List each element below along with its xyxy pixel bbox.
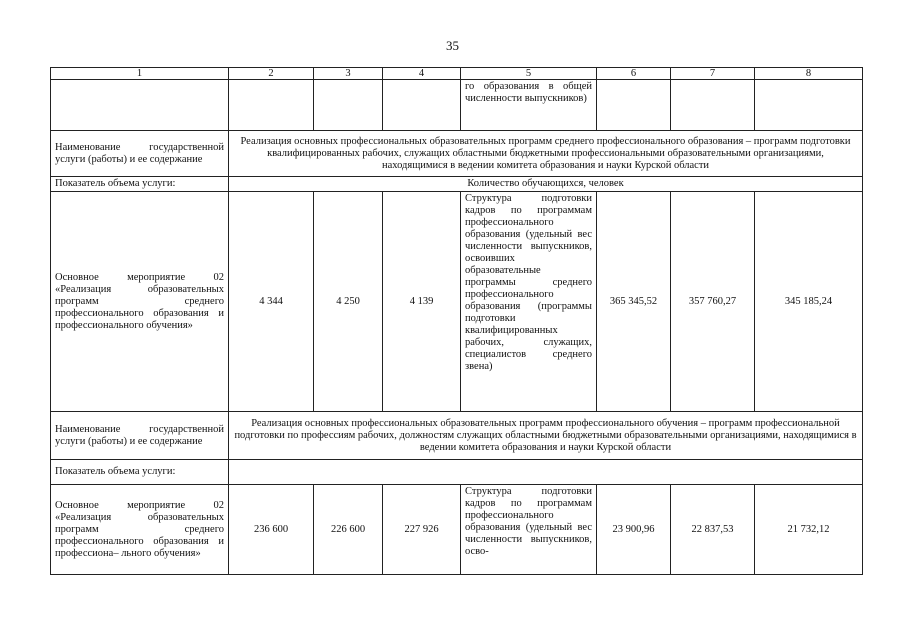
column-header-3: 3: [314, 68, 383, 80]
service-1-measure-row: [51, 192, 863, 412]
service-1-volume-value: Количество обучающихся, человек: [229, 177, 863, 192]
column-header-2: 2: [229, 68, 314, 80]
service-2-value-col6: 23 900,96: [597, 485, 671, 575]
column-header-6: 6: [597, 68, 671, 80]
service-2-value-col2: 236 600: [229, 485, 314, 575]
service-2-volume-label: Показатель объема услуги:: [51, 460, 229, 485]
column-header-5: 5: [461, 68, 597, 80]
service-2-volume-row: [51, 460, 863, 485]
service-1-volume-row: [51, 177, 863, 192]
service-1-name-row: [51, 131, 863, 177]
service-1-measure-label: Основное мероприятие 02 «Реализация образовательных программ среднего профессионального образования и профессионального обучения»: [51, 192, 229, 412]
column-header-4: 4: [383, 68, 461, 80]
state-assignment-table: [50, 67, 863, 575]
cell-empty: [597, 80, 671, 131]
service-2-value-col3: 226 600: [314, 485, 383, 575]
cell-empty: [314, 80, 383, 131]
service-1-indicator-text: Структура подготовки кадров по программам профессионального образования (удельный вес численности выпускников, освоивших образовательные программы среднего профессионального образования (программы подготовки квалифицированных рабочих, служащих, специалистов среднего звена): [461, 192, 597, 412]
page-number: 35: [446, 38, 459, 53]
service-1-value-col4: 4 139: [383, 192, 461, 412]
cell-empty: [671, 80, 755, 131]
cell-empty: [229, 80, 314, 131]
service-1-value-col3: 4 250: [314, 192, 383, 412]
service-2-value-col4: 227 926: [383, 485, 461, 575]
continuation-indicator-text: го образования в общей численности выпускников): [461, 80, 597, 131]
service-2-value-col8: 21 732,12: [755, 485, 863, 575]
cell-empty: [51, 80, 229, 131]
service-2-value-col7: 22 837,53: [671, 485, 755, 575]
service-2-name-row: [51, 412, 863, 460]
column-header-1: 1: [51, 68, 229, 80]
service-1-value-col6: 365 345,52: [597, 192, 671, 412]
continuation-row: [51, 80, 863, 131]
service-2-name-value: Реализация основных профессиональных образовательных программ профессионального обучения – программ профессиональной подготовки по профессиям рабочих, должностям служащих областными бюджетными образовательными организациями, находящимися в ведении комитета образования и науки Курской области: [229, 412, 863, 460]
service-2-indicator-text: Структура подготовки кадров по программам профессионального образования (удельный вес численности выпускников, осво-: [461, 485, 597, 575]
service-1-value-col7: 357 760,27: [671, 192, 755, 412]
service-1-name-label: Наименование государственной услуги (работы) и ее содержание: [51, 131, 229, 177]
cell-empty: [755, 80, 863, 131]
service-1-value-col2: 4 344: [229, 192, 314, 412]
column-header-7: 7: [671, 68, 755, 80]
service-2-measure-row: [51, 485, 863, 575]
column-header-8: 8: [755, 68, 863, 80]
service-2-measure-label: Основное мероприятие 02 «Реализация образовательных программ среднего профессионального образования и профессиона– льного обучения»: [51, 485, 229, 575]
service-1-volume-label: Показатель объема услуги:: [51, 177, 229, 192]
column-header-row: [51, 68, 863, 80]
service-1-name-value: Реализация основных профессиональных образовательных программ среднего профессионального образования – программ подготовки квалифицированных рабочих, служащих областными бюджетными профессиональными образовательными организациями, находящимися в ведении комитета образования и науки Курской области: [229, 131, 863, 177]
service-1-value-col8: 345 185,24: [755, 192, 863, 412]
service-2-volume-value: [229, 460, 863, 485]
cell-empty: [383, 80, 461, 131]
service-2-name-label: Наименование государственной услуги (работы) и ее содержание: [51, 412, 229, 460]
